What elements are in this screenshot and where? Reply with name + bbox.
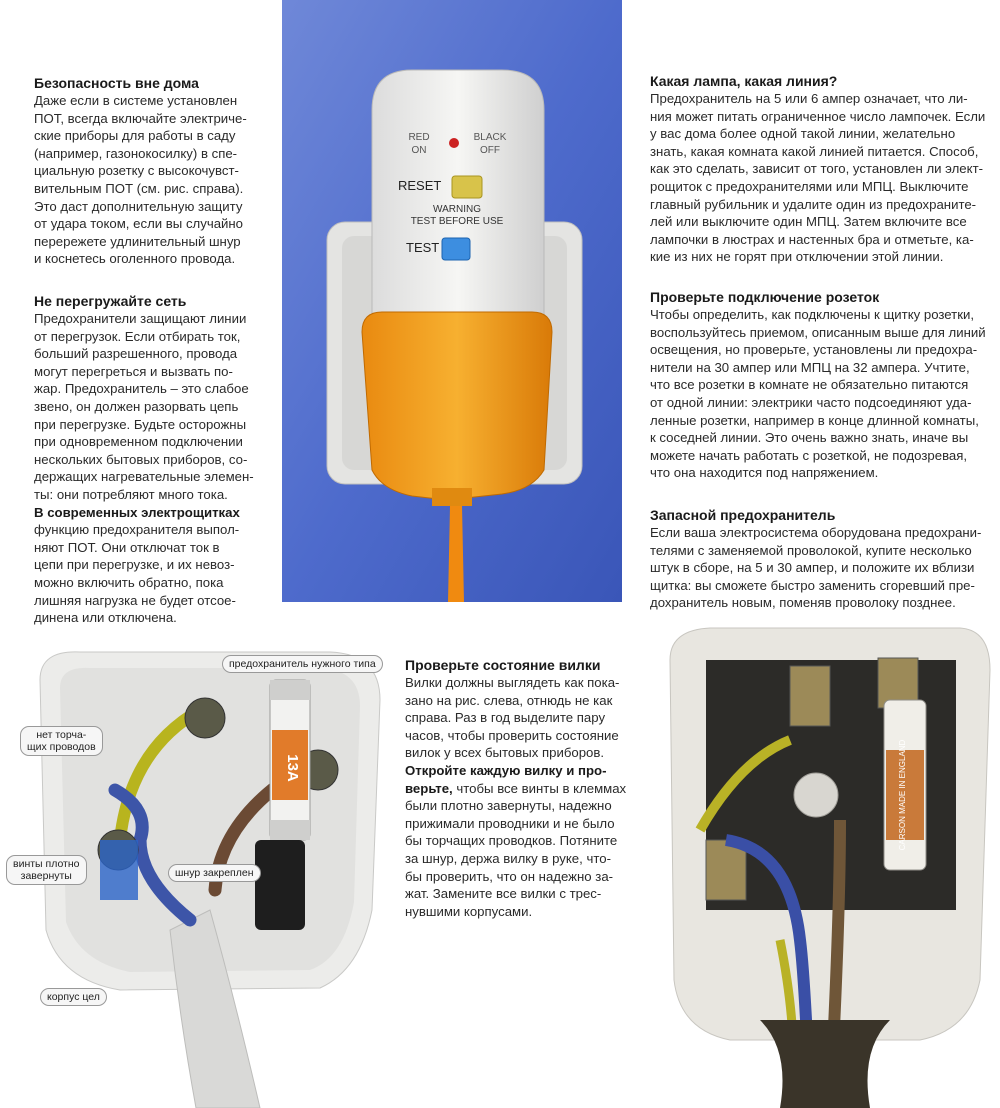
callout-cord: шнур закреплен xyxy=(168,864,261,882)
section-text: Даже если в системе установлен ПОТ, всегда включайте электриче- ские приборы для работы в саду (например, газонокосилку) в спе- циальную розетку с высокочувст- вительным ПОТ (см. рис. справа). Это даст дополнительную защиту от удара током, если вы случайно перережете удлинительный шнур и коснетесь оголенного провода. xyxy=(34,93,247,267)
red-on-label: RED ON xyxy=(408,132,430,156)
section-heading: Запасной предохранитель xyxy=(650,507,836,523)
fuse-rating: 13A xyxy=(284,754,301,782)
callout-fuse-type: предохранитель нужного типа xyxy=(222,655,383,673)
section-text-2: Откройте каждую вилку и про- верьте, чтобы все винты в клеммах были плотно завернуты, надежно прижимали проводники и не было бы торчащих проводков. Потяните за шнур, держа вилку в руке, что- бы проверить, что он надежно за- жат. Замените все вилки с трес- нувшими корпусами. xyxy=(405,762,627,919)
section-text: Предохранитель на 5 или 6 ампер означает, что ли- ния может питать ограниченное число лампочек. Если у вас дома более одной такой линии, желательно знать, какая комната какой линией питается. Способ, как это сделать, зависит от того, установлен ли элект- рощиток с предохранителями или МПЦ. Выключите главный рубильник и удалите один из предохраните- лей или выключите один МПЦ. Затем включите все лампочки в люстрах и настенных бра и отметьте, ка- кие из них не горят при отключении этой линии. xyxy=(650,91,986,265)
reset-button[interactable] xyxy=(452,176,482,198)
warning-label: WARNING TEST BEFORE USE xyxy=(410,204,504,227)
section-heading: Не перегружайте сеть xyxy=(34,293,187,309)
section-sockets xyxy=(650,288,995,482)
section-spare-fuse xyxy=(650,506,995,612)
section-overload xyxy=(34,292,284,627)
section-heading: Безопасность вне дома xyxy=(34,75,199,91)
reset-label: RESET xyxy=(398,178,442,193)
test-button[interactable] xyxy=(442,238,470,260)
section-plug-check xyxy=(405,656,640,920)
section-which-lamp xyxy=(650,72,995,266)
fuse-13a-icon xyxy=(270,680,310,840)
section-bold-lead: Откройте каждую вилку и про- верьте, xyxy=(405,762,607,796)
black-off-label: BLACK OFF xyxy=(473,132,507,156)
callout-no-wires: нет торча- щих проводов xyxy=(20,726,103,756)
section-bold-lead: В современных электрощитках xyxy=(34,504,240,520)
section-text-2: функцию предохранителя выпол- няют ПОТ. Они отключат ток в цепи при перегрузке, и их невоз- можно включить обратно, пока лишняя нагрузка не будет отсое- динена или отключена. xyxy=(34,522,240,626)
section-text: Чтобы определить, как подключены к щитку розетки, воспользуйтесь приемом, описанным выше для линий освещения, но проверьте, установлены ли предохра- нители на 30 ампер или МПЦ на 32 ампера. Учтите, что все розетки в комнате не обязательно питаются от одной линии: электрики часто подсоединяют уда- ленные розетки, например в конце длинной комнаты, к соседней линии. Это очень важно знать, иначе вы можете начать работать с розеткой, не подозревая, что она находится под напряжением. xyxy=(650,307,986,481)
section-heading: Какая лампа, какая линия? xyxy=(650,73,838,89)
bad-plug-photo xyxy=(640,620,1000,1108)
fuse-print: CARSON MADE IN ENGLAND xyxy=(898,739,907,851)
section-heading: Проверьте состояние вилки xyxy=(405,657,601,673)
section-heading: Проверьте подключение розеток xyxy=(650,289,880,305)
section-text: Вилки должны выглядеть как пока- зано на рис. слева, отнюдь не как справа. Раз в год выделите пару часов, чтобы проверить состояние вилок у всех бытовых приборов. xyxy=(405,675,620,761)
section-outdoor xyxy=(34,74,284,268)
callout-screws: винты плотно завернуты xyxy=(6,855,87,885)
rcd-adapter-photo xyxy=(282,0,622,602)
callout-body: корпус цел xyxy=(40,988,107,1006)
section-text: Если ваша электросистема оборудована предохрани- телями с заменяемой проволокой, купите несколько штук в сборе, на 5 и 30 ампер, и положите их вблизи щитка: вы сможете быстро заменить сгоревший пре- дохранитель новым, поменяв проволоку позднее. xyxy=(650,525,982,611)
test-label: TEST xyxy=(406,240,440,255)
section-text: Предохранители защищают линии от перегрузок. Если отбирать ток, больший разрешенного, провода могут перегреться и вызвать по- жар. Предохранитель – это слабое звено, он должен разорвать цепь при перегрузке. Будьте осторожны при одновременном подключении нескольких бытовых приборов, со- держащих нагревательные элемен- ты: они потребляют много тока. xyxy=(34,311,254,502)
